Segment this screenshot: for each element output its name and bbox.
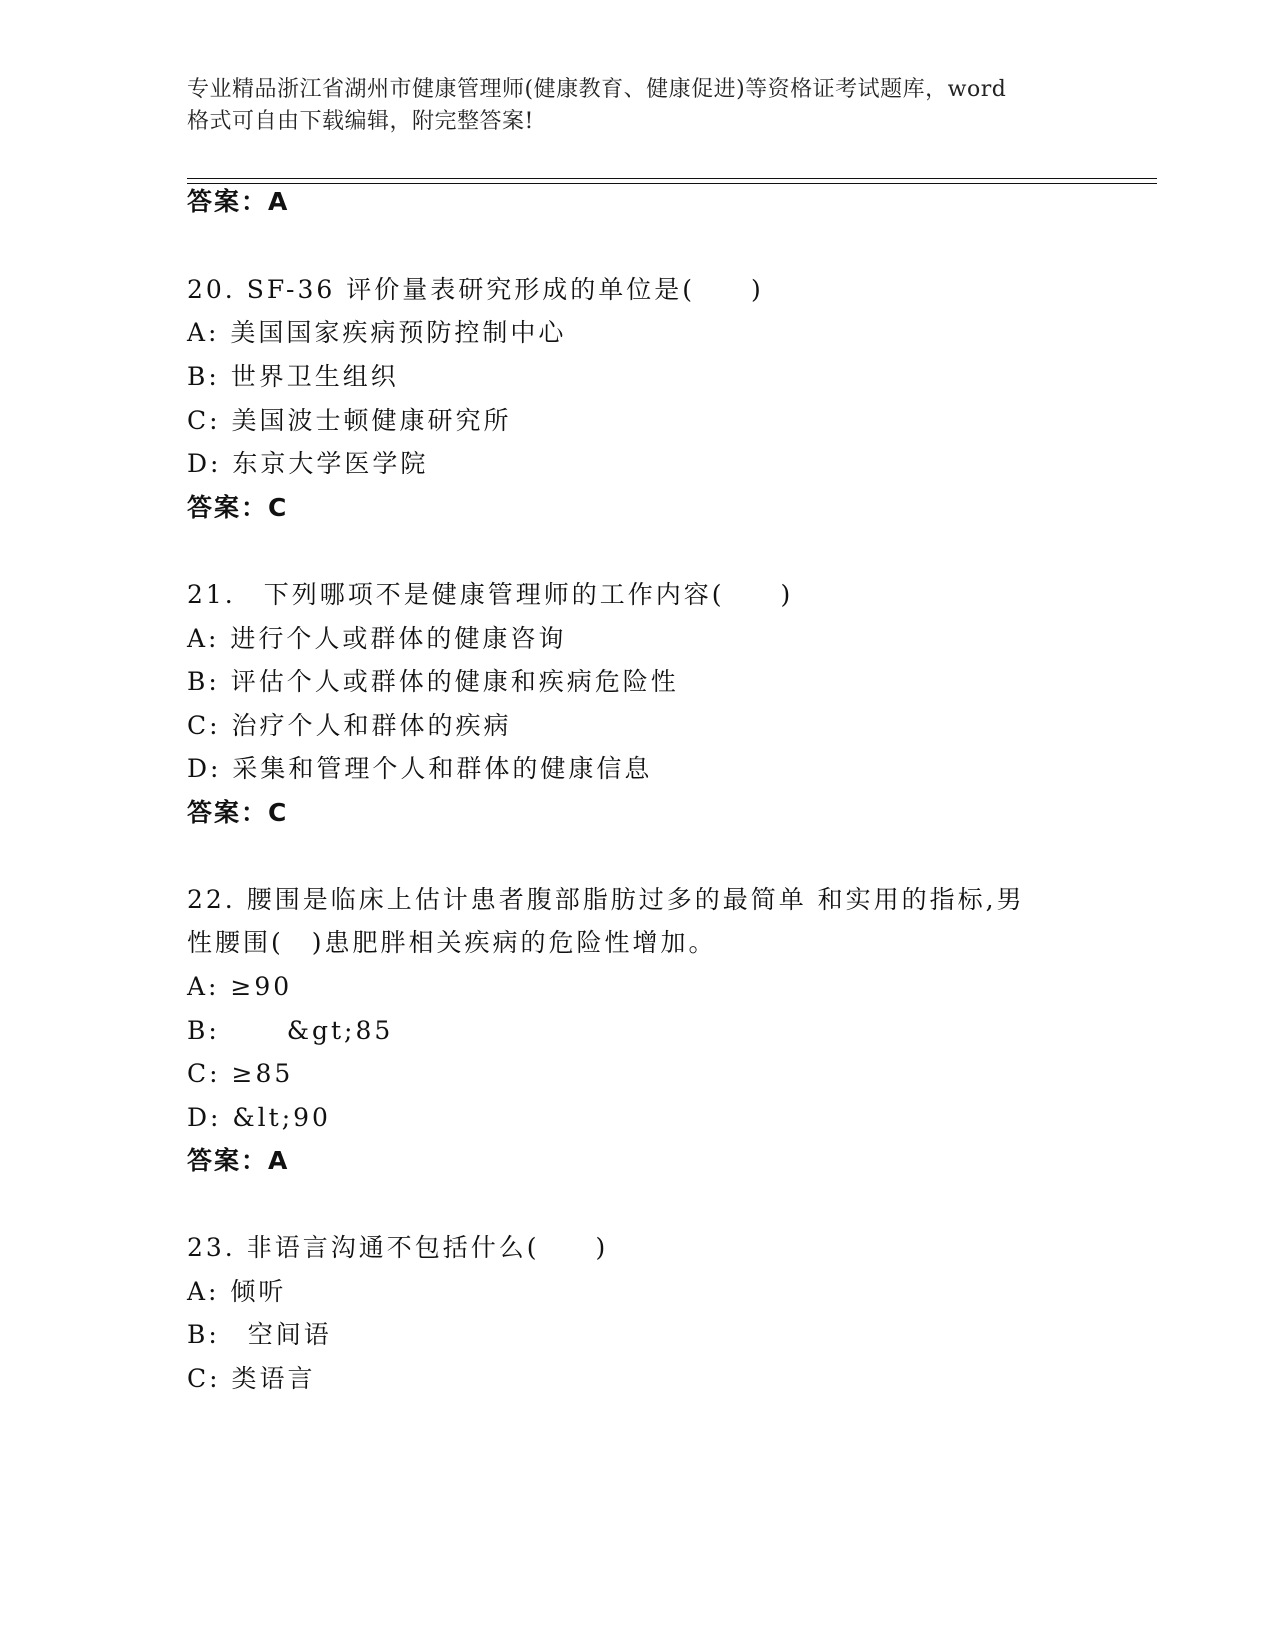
page-header bbox=[187, 74, 1087, 138]
header-line-1: 专业精品浙江省湖州市健康管理师(健康教育、健康促进)等资格证考试题库，word bbox=[187, 77, 1007, 102]
question-20-option-c: C: 美国波士顿健康研究所 bbox=[187, 406, 512, 435]
question-21-option-c: C: 治疗个人和群体的疾病 bbox=[187, 711, 512, 740]
question-23-option-c: C: 类语言 bbox=[187, 1364, 316, 1393]
question-20-answer: 答案：C bbox=[187, 493, 289, 522]
question-22-option-c: C: ≥85 bbox=[187, 1059, 294, 1088]
header-line-2: 格式可自由下载编辑，附完整答案! bbox=[187, 109, 534, 134]
question-20-option-b: B: 世界卫生组织 bbox=[187, 362, 399, 391]
question-21-option-a: A: 进行个人或群体的健康咨询 bbox=[187, 624, 567, 653]
question-20-stem: 20. SF-36 评价量表研究形成的单位是( ) bbox=[187, 275, 764, 304]
question-21-answer: 答案：C bbox=[187, 798, 289, 827]
question-23-stem: 23. 非语言沟通不包括什么( ) bbox=[187, 1233, 609, 1262]
answer-prev: 答案：A bbox=[187, 187, 290, 216]
question-23-option-b: B: 空间语 bbox=[187, 1320, 332, 1349]
question-22-stem-continued: 性腰围( )患肥胖相关疾病的危险性增加。 bbox=[187, 928, 717, 957]
question-22-option-d: D: &lt;90 bbox=[187, 1103, 331, 1132]
question-21-option-b: B: 评估个人或群体的健康和疾病危险性 bbox=[187, 667, 679, 696]
question-22-option-a: A: ≥90 bbox=[187, 972, 293, 1001]
header-divider bbox=[187, 178, 1157, 184]
question-21-option-d: D: 采集和管理个人和群体的健康信息 bbox=[187, 754, 653, 783]
question-23-option-a: A: 倾听 bbox=[187, 1277, 287, 1306]
question-22-answer: 答案：A bbox=[187, 1146, 290, 1175]
question-22-stem: 22. 腰围是临床上估计患者腹部脂肪过多的最简单 和实用的指标,男 bbox=[187, 885, 1025, 914]
question-22-option-b: B: &gt;85 bbox=[187, 1016, 394, 1045]
document-page bbox=[187, 0, 1157, 1650]
question-20-option-a: A: 美国国家疾病预防控制中心 bbox=[187, 318, 567, 347]
question-21-stem: 21. 下列哪项不是健康管理师的工作内容( ) bbox=[187, 580, 794, 609]
question-20-option-d: D: 东京大学医学院 bbox=[187, 449, 429, 478]
